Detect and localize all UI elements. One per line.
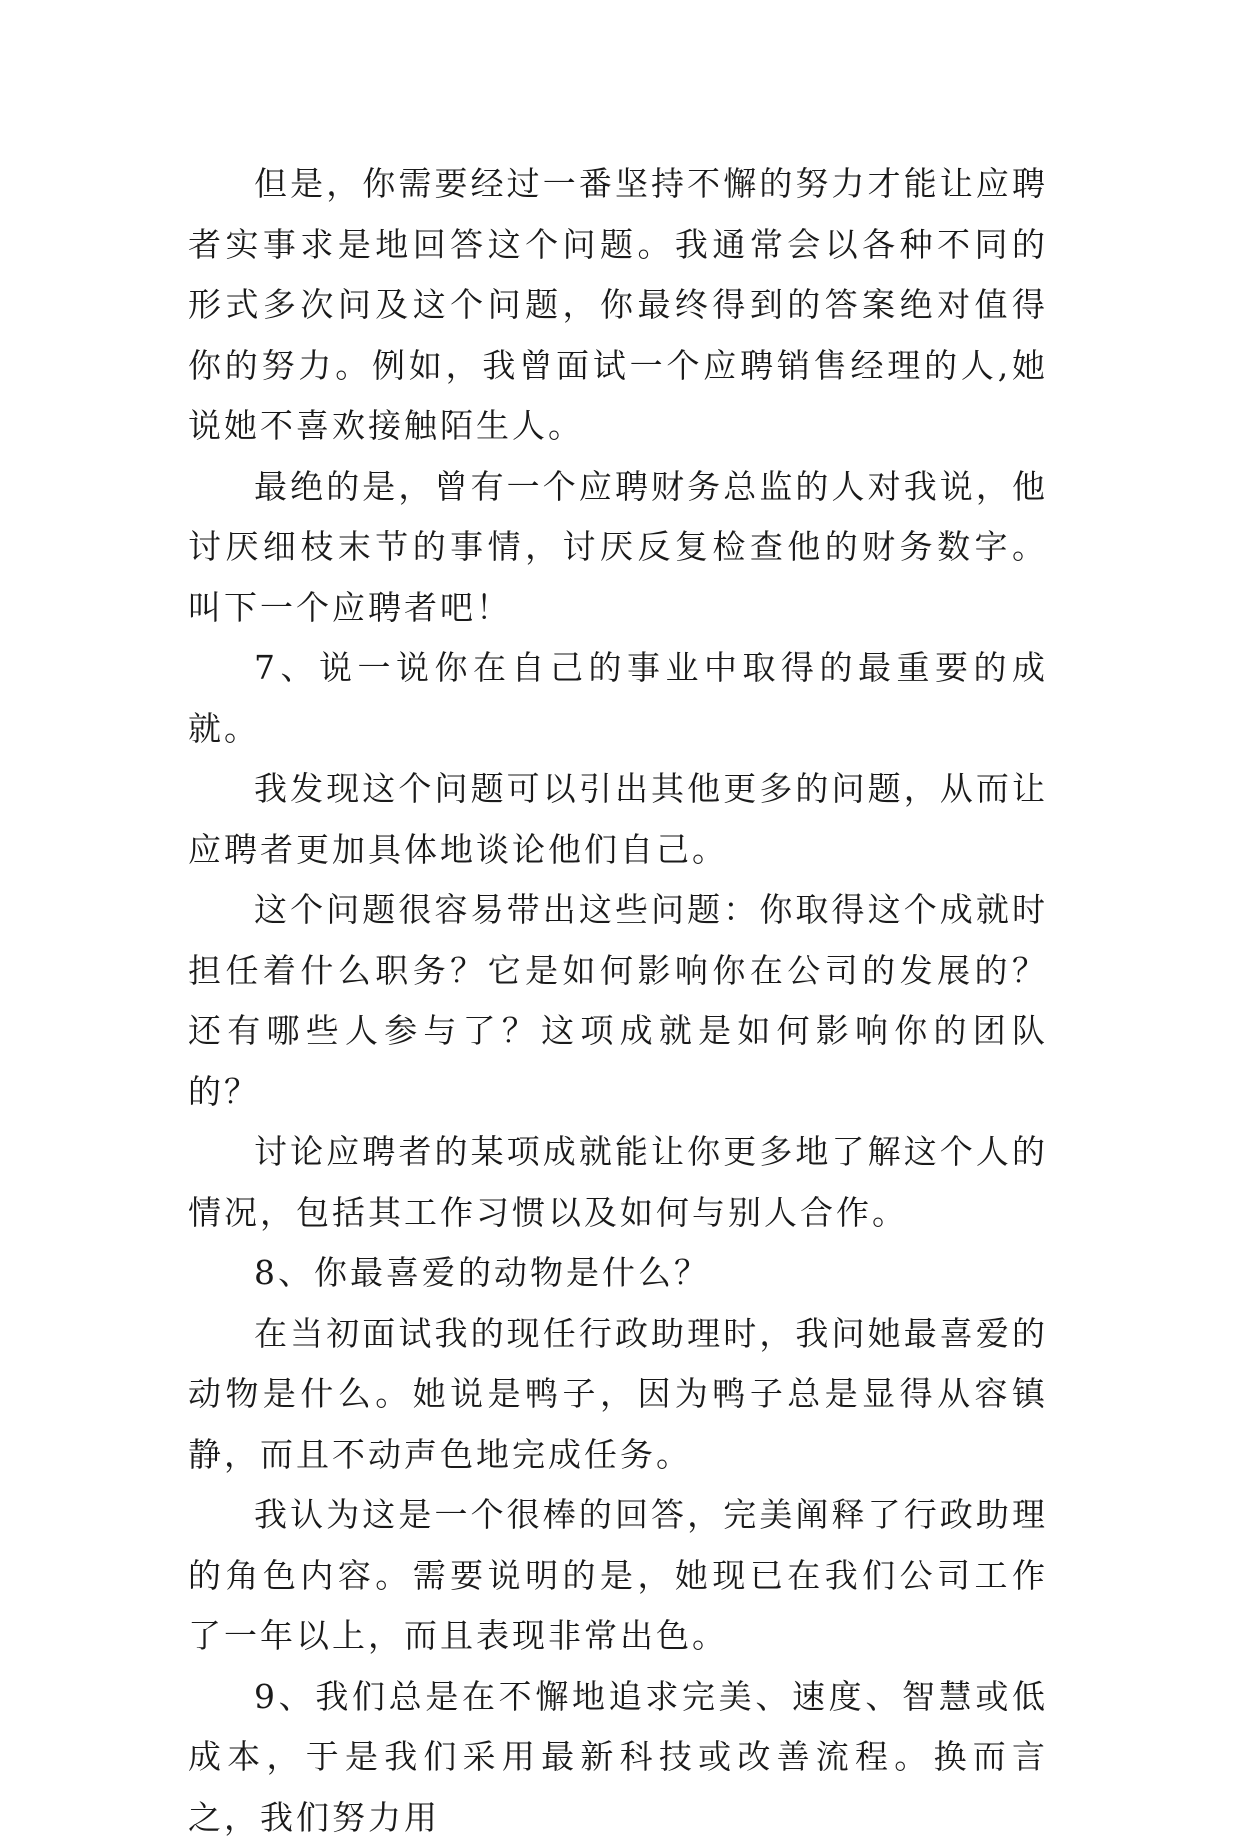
document-body: [188, 154, 1048, 1848]
paragraph: 最绝的是，曾有一个应聘财务总监的人对我说，他讨厌细枝末节的事情，讨厌反复检查他的财务数字。叫下一个应聘者吧！: [188, 457, 1048, 639]
paragraph: 这个问题很容易带出这些问题：你取得这个成就时担任着什么职务？它是如何影响你在公司的发展的？还有哪些人参与了？这项成就是如何影响你的团队的？: [188, 880, 1048, 1122]
question-heading: 7、说一说你在自己的事业中取得的最重要的成就。: [188, 638, 1048, 759]
question-heading: 8、你最喜爱的动物是什么？: [188, 1243, 1048, 1304]
paragraph: 在当初面试我的现任行政助理时，我问她最喜爱的动物是什么。她说是鸭子，因为鸭子总是显得从容镇静，而且不动声色地完成任务。: [188, 1304, 1048, 1486]
question-heading: 9、我们总是在不懈地追求完美、速度、智慧或低成本，于是我们采用最新科技或改善流程。换而言之，我们努力用: [188, 1667, 1048, 1848]
paragraph: 我发现这个问题可以引出其他更多的问题，从而让应聘者更加具体地谈论他们自己。: [188, 759, 1048, 880]
paragraph: 我认为这是一个很棒的回答，完美阐释了行政助理的角色内容。需要说明的是，她现已在我们公司工作了一年以上，而且表现非常出色。: [188, 1485, 1048, 1667]
paragraph: 但是，你需要经过一番坚持不懈的努力才能让应聘者实事求是地回答这个问题。我通常会以各种不同的形式多次问及这个问题，你最终得到的答案绝对值得你的努力。例如，我曾面试一个应聘销售经理的人,她说她不喜欢接触陌生人。: [188, 154, 1048, 457]
paragraph: 讨论应聘者的某项成就能让你更多地了解这个人的情况，包括其工作习惯以及如何与别人合作。: [188, 1122, 1048, 1243]
